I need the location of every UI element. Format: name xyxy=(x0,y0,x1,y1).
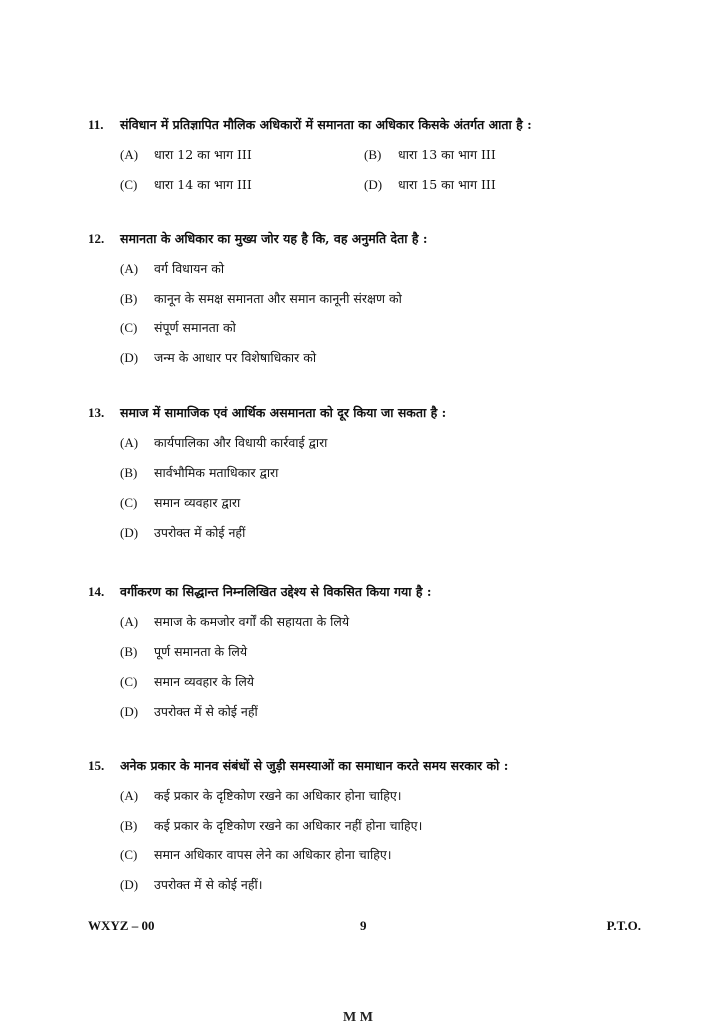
option-label: (D) xyxy=(120,525,139,540)
booklet-code: WXYZ – 00 xyxy=(88,918,155,933)
option-text: समाज के कमजोर वर्गों की सहायता के लिये xyxy=(154,614,350,629)
question-text: समानता के अधिकार का मुख्य जोर यह है कि, वह अनुमति देता है : xyxy=(120,231,428,246)
option-text: समान व्यवहार के लिये xyxy=(154,674,255,689)
option-label: (C) xyxy=(120,847,138,862)
option-c xyxy=(120,319,236,336)
option-text: धारा 12 का भाग III xyxy=(154,147,252,162)
option-label: (B) xyxy=(120,465,138,480)
option-a xyxy=(120,787,402,804)
option-c xyxy=(120,494,240,511)
option-b xyxy=(120,643,247,660)
option-text: उपरोक्त में कोई नहीं xyxy=(154,525,246,540)
option-text: कई प्रकार के दृष्टिकोण रखने का अधिकार होना चाहिए। xyxy=(154,788,402,803)
option-b xyxy=(120,464,278,481)
option-label: (D) xyxy=(120,704,139,719)
question-number: 11. xyxy=(88,117,104,132)
option-text: धारा 13 का भाग III xyxy=(398,147,496,162)
question-text: समाज में सामाजिक एवं आर्थिक असमानता को दूर किया जा सकता है : xyxy=(120,405,447,420)
question-text: वर्गीकरण का सिद्धान्त निम्नलिखित उद्देश्य से विकसित किया गया है : xyxy=(120,584,432,599)
question-14 xyxy=(88,583,648,719)
option-label: (B) xyxy=(364,147,382,162)
option-text: संपूर्ण समानता को xyxy=(154,320,236,335)
option-text: उपरोक्त में से कोई नहीं। xyxy=(154,877,263,892)
option-text: जन्म के आधार पर विशेषाधिकार को xyxy=(154,350,317,365)
option-text: कानून के समक्ष समानता और समान कानूनी संरक्षण को xyxy=(154,291,402,306)
option-text: पूर्ण समानता के लिये xyxy=(154,644,248,659)
option-text: धारा 14 का भाग III xyxy=(154,177,252,192)
option-text: सार्वभौमिक मताधिकार द्वारा xyxy=(154,465,279,480)
option-label: (C) xyxy=(120,320,138,335)
option-label: (A) xyxy=(120,788,139,803)
option-label: (D) xyxy=(120,350,139,365)
page-footer xyxy=(88,918,641,938)
option-label: (D) xyxy=(364,177,383,192)
option-label: (A) xyxy=(120,261,139,276)
option-d xyxy=(120,703,258,720)
option-text: कार्यपालिका और विधायी कार्रवाई द्वारा xyxy=(154,435,328,450)
option-label: (B) xyxy=(120,818,138,833)
question-15 xyxy=(88,757,648,892)
option-label: (A) xyxy=(120,147,139,162)
option-label: (B) xyxy=(120,644,138,659)
option-text: वर्ग विधायन को xyxy=(154,261,225,276)
option-d xyxy=(120,876,262,893)
option-a xyxy=(120,146,252,163)
question-number: 12. xyxy=(88,231,105,246)
pto-label: P.T.O. xyxy=(606,918,641,933)
question-12 xyxy=(88,230,648,365)
option-c xyxy=(120,846,392,863)
option-label: (D) xyxy=(120,877,139,892)
question-number: 15. xyxy=(88,758,105,773)
option-a xyxy=(120,434,327,451)
option-d xyxy=(364,176,496,193)
option-b xyxy=(120,290,402,307)
option-label: (C) xyxy=(120,495,138,510)
option-b xyxy=(120,817,422,834)
option-label: (B) xyxy=(120,291,138,306)
question-text: संविधान में प्रतिज्ञापित मौलिक अधिकारों में समानता का अधिकार किसके अंतर्गत आता है : xyxy=(120,117,532,132)
question-11 xyxy=(88,116,648,192)
option-label: (C) xyxy=(120,177,138,192)
option-text: धारा 15 का भाग III xyxy=(398,177,496,192)
option-c xyxy=(120,176,252,193)
option-a xyxy=(120,613,349,630)
option-label: (A) xyxy=(120,435,139,450)
option-label: (C) xyxy=(120,674,138,689)
option-c xyxy=(120,673,254,690)
bottom-mark: M M xyxy=(343,1010,373,1025)
question-number: 14. xyxy=(88,584,105,599)
option-a xyxy=(120,260,224,277)
option-text: कई प्रकार के दृष्टिकोण रखने का अधिकार नहीं होना चाहिए। xyxy=(154,818,423,833)
option-label: (A) xyxy=(120,614,139,629)
option-d xyxy=(120,524,245,541)
question-13 xyxy=(88,404,648,540)
option-b xyxy=(364,146,496,163)
option-d xyxy=(120,349,316,366)
option-text: समान व्यवहार द्वारा xyxy=(154,495,241,510)
option-text: उपरोक्त में से कोई नहीं xyxy=(154,704,258,719)
question-text: अनेक प्रकार के मानव संबंधों से जुड़ी समस्याओं का समाधान करते समय सरकार को : xyxy=(120,758,509,773)
question-number: 13. xyxy=(88,405,105,420)
page-number: 9 xyxy=(360,918,367,933)
option-text: समान अधिकार वापस लेने का अधिकार होना चाहिए। xyxy=(154,847,392,862)
